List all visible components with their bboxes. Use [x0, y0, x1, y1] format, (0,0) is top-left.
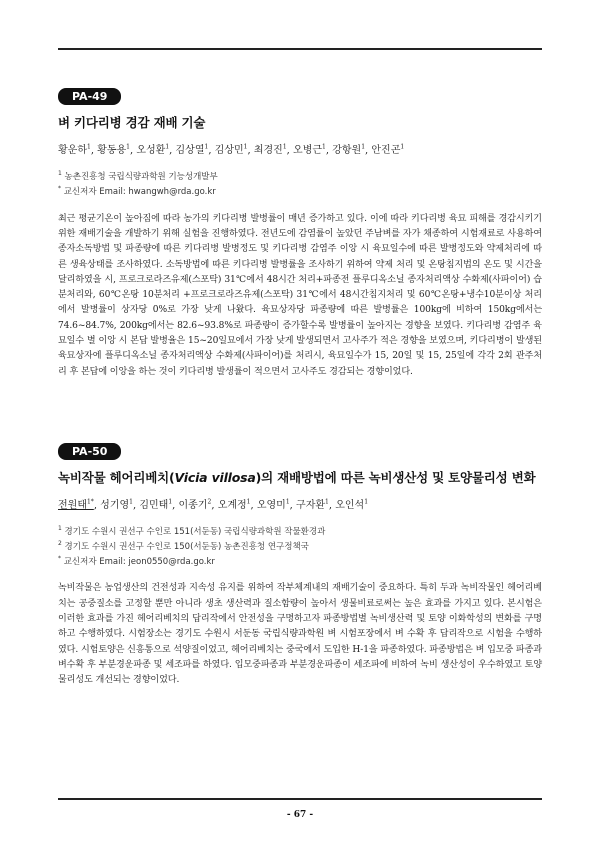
author-sup: 2	[207, 498, 212, 506]
author-sup: 1*	[86, 498, 94, 506]
author-sup: 1	[246, 498, 251, 506]
author-sup: 1	[86, 143, 91, 151]
author-name: 황동용$^1$	[97, 143, 130, 156]
author-name: 오계정$^1$	[217, 498, 251, 511]
author-list: 전원태$^{1*}$, 성기영$^1$, 김민태$^1$, 이종기$^2$, 오계정$^1$, 오영미$^1$, 구자환$^1$, 오인석$^1$	[58, 498, 369, 511]
affiliation-list	[58, 523, 542, 567]
author-name: 강항원$^1$	[332, 143, 366, 156]
affiliation-line: * 교신저자 Email: jeon0550@rda.go.kr	[58, 554, 215, 567]
title-part: 녹비작물 헤어리베치(	[58, 470, 175, 485]
affiliation-line: $^2$ 경기도 수원시 권선구 수인로 150(서둔동) 농촌진흥청 연구정책국	[58, 539, 309, 552]
author-name: 이종기$^2$	[178, 498, 212, 511]
author-sup: 1	[400, 143, 405, 151]
author-name: 성기영$^1$	[100, 498, 133, 511]
author-sup: 1	[204, 143, 209, 151]
abstract-pa50	[58, 440, 542, 689]
author-sup: 1	[322, 143, 326, 151]
top-rule	[58, 48, 542, 50]
abstract-code-badge: PA-49	[58, 88, 121, 105]
author-name: 김상민$^1$	[214, 143, 248, 156]
affiliation-list	[58, 168, 542, 198]
abstract-code-badge: PA-50	[58, 443, 121, 460]
author-name: 오성환$^1$	[136, 143, 170, 156]
author-name: 황운하$^1$	[58, 143, 91, 156]
author-name: 김민태$^1$	[139, 498, 173, 511]
scientific-name: Vicia villosa	[174, 470, 256, 485]
abstract-title	[58, 468, 542, 486]
author-name: 오영미$^1$	[256, 498, 290, 511]
author-sup: 1	[361, 143, 366, 151]
abstract-body: 최근 평균기온이 높아짐에 따라 농가의 키다리병 발병률이 매년 증가하고 있다. 이에 따라 키다리병 육묘 피해를 경감시키기 위한 재배기술을 개발하기 위해 실험을 진행하였다. 전년도에 감염률이 높았던 주남벼를 자가 채종하여 시험재료로 사용하여 종자소독방법 및 파종량에 따른 키다리병 발병정도 및 키다리병 감염주 이앙 시 육묘일수에 따른 발병정도와 약제처리에 따른 생육상태를 조사하였다. 소독방법에 따른 키다리병 발병률을 조사하기 위하여 약제 처리 및 온탕침지법의 온도 및 시간을 달리하였을 시, 프로크로라즈유제(스포탁) 31℃에서 48시간 처리+파종전 플루디옥소닐 종자처리액상 수화제(사파이어) 습분처리와, 60℃온탕 10분처리 +프로크로라즈유제(스포탁) 31℃에서 48시간침지처리 및 60℃온탕+냉수10분이상 처리에서 발병률이 상자당 0%로 가장 낮게 나왔다. 육묘상자당 파종량에 따른 발병률은 100kg에 비하여 150kg에서는 74.6~84.7%, 200kg에서는 82.6~93.8%로 파종량이 증가할수록 발병률이 높아지는 경향을 보였다. 키다리병 감염주 육묘일수 별 이앙 시 본답 발병율은 15~20일묘에서 가장 낮게 발생되면서 고사주가 적은 경향을 보였으며, 키다리병이 발생된 육묘상자에 플루디옥소닐 종자처리액상 수화제(사파이어)를 처리시, 육묘일수가 15, 20일 및 15, 25일에 각각 2회 관주처리 후 본답에 이앙을 하는 것이 키다리병 발생률이 적으면서 고사주도 경감되는 경향이었다.	[58, 213, 542, 377]
abstract-title: 벼 키다리병 경감 재배 기술	[58, 115, 206, 130]
page-number: - 67 -	[286, 810, 314, 820]
author-name: 최경진$^1$	[253, 143, 287, 156]
affiliation-line: * 교신저자 Email: hwangwh@rda.go.kr	[58, 184, 216, 197]
author-name: 오인석$^1$	[335, 498, 369, 511]
author-sup: 1	[285, 498, 290, 506]
author-list: 황운하$^1$, 황동용$^1$, 오성환$^1$, 김상열$^1$, 김상민$^1$, 최경진$^1$, 오병근$^1$, 강항원$^1$, 안진곤$^1$	[58, 143, 405, 156]
author-name: 구자환$^1$	[296, 498, 329, 511]
affiliation-line: $^1$ 농촌진흥청 국립식량과학원 기능성개발부	[58, 170, 218, 182]
author-sup: 1	[282, 143, 287, 151]
abstract-body: 녹비작물은 농업생산의 건전성과 지속성 유지를 위하여 작부체계내의 재배기술이 중요하다. 특히 두과 녹비작물인 헤어리베치는 공중질소를 고정할 뿐만 아니라 생초 생산력과 질소함량이 높아서 생물비료로써는 높은 효과를 가지고 있다. 본시험은 이러한 효과를 가진 헤어리베치의 답리작에서 안전성을 구명하고자 파종방법별 녹비생산력 및 토양 이화학성의 변화를 구명하고 수행하였다. 시험장소는 경기도 수원시 서둔동 국립식량과학원 벼 시험포장에서 벼 수확 후 답리작으로 시험을 수행하였다. 시험토양은 신흥통으로 석양질이었고, 헤어리베치는 중국에서 도입한 H-1을 파종하였다. 파종방법은 벼 입모중 파종과 벼수확 후 부분경운파종 및 세조파를 하였다. 입모중파종과 부분경운파종이 세조파에 비하여 녹비 생산성이 우수하였고 토양물리성도 개선되는 경향이었다.	[58, 583, 542, 686]
author-sup: 1	[243, 143, 248, 151]
author-name: 안진곤$^1$	[371, 143, 405, 156]
abstract-pa49	[58, 85, 542, 380]
author-sup: 1	[168, 498, 173, 506]
author-sup: 1	[364, 498, 369, 506]
author-name: 오병근$^1$	[293, 143, 326, 156]
author-sup: 1	[325, 498, 329, 506]
author-sup: 1	[126, 143, 130, 151]
bottom-rule	[58, 798, 542, 800]
author-name: 전원태$^{1*}$	[58, 498, 94, 511]
author-name: 김상열$^1$	[175, 143, 209, 156]
author-sup: 1	[165, 143, 170, 151]
author-sup: 1	[129, 498, 133, 506]
affiliation-line: $^1$ 경기도 수원시 권선구 수인로 151(서둔동) 국립식량과학원 작물환경과	[58, 525, 326, 537]
title-part: )의 재배방법에 따른 녹비생산성 및 토양물리성 변화	[255, 470, 536, 485]
